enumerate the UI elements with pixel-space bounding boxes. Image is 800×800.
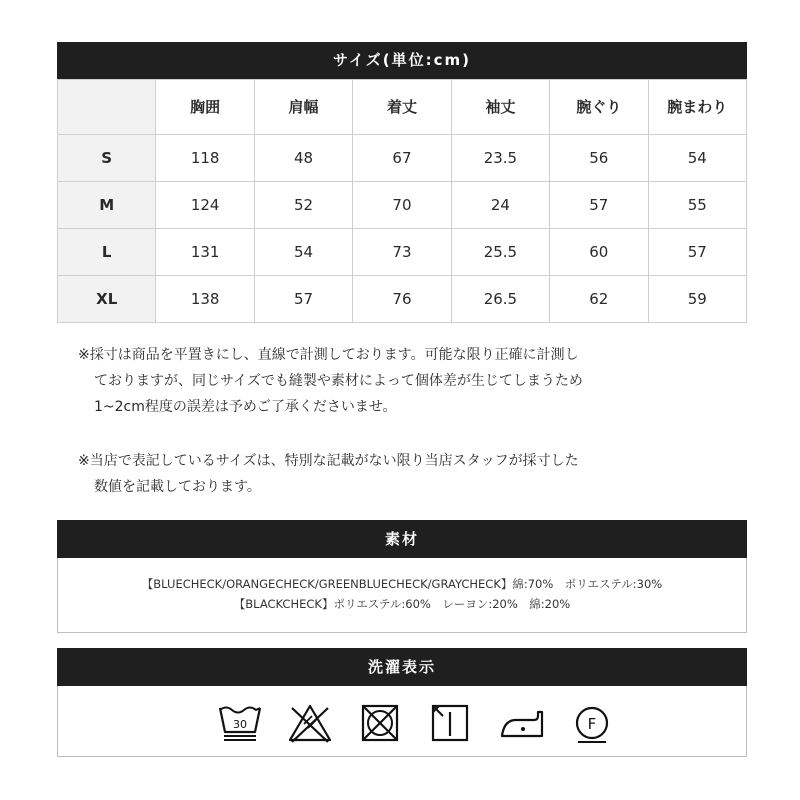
material-box xyxy=(57,558,747,633)
corner-cell xyxy=(58,80,156,135)
table-cell: 52 xyxy=(254,181,352,228)
care-icons xyxy=(58,686,746,756)
no-tumble-dry-icon xyxy=(356,702,404,744)
table-cell: 24 xyxy=(451,181,549,228)
table-cell: 60 xyxy=(550,228,648,275)
table-cell: 70 xyxy=(353,181,451,228)
table-cell: 26.5 xyxy=(451,275,549,322)
note-line: 1~2cm程度の誤差は予めご了承くださいませ。 xyxy=(94,399,397,415)
table-row xyxy=(58,134,747,181)
size-label: XL xyxy=(58,275,156,322)
care-section-title: 洗濯表示 xyxy=(57,648,747,686)
table-row xyxy=(58,181,747,228)
iron-low-icon xyxy=(496,702,548,744)
dry-clean-f-icon xyxy=(570,702,614,744)
size-label: L xyxy=(58,228,156,275)
column-header-sleeve: 袖丈 xyxy=(451,80,549,135)
size-source-note xyxy=(78,448,758,500)
column-header-length: 着丈 xyxy=(353,80,451,135)
material-line: 【BLUECHECK/ORANGECHECK/GREENBLUECHECK/GRAYCHECK】綿:70% ポリエステル:30% xyxy=(141,577,663,591)
table-cell: 138 xyxy=(156,275,254,322)
care-box xyxy=(57,686,747,757)
size-label: M xyxy=(58,181,156,228)
size-table-header-row xyxy=(58,80,747,135)
wash-30-gentle-icon xyxy=(216,702,264,744)
table-cell: 124 xyxy=(156,181,254,228)
column-header-arm-circumference: 腕まわり xyxy=(648,80,746,135)
column-header-shoulder: 肩幅 xyxy=(254,80,352,135)
note-line: ※採寸は商品を平置きにし、直線で計測しております。可能な限り正確に計測し xyxy=(78,347,579,363)
size-table xyxy=(57,79,747,323)
table-cell: 59 xyxy=(648,275,746,322)
table-cell: 131 xyxy=(156,228,254,275)
table-cell: 56 xyxy=(550,134,648,181)
note-line: ておりますが、同じサイズでも縫製や素材によって個体差が生じてしまうため xyxy=(94,373,583,389)
table-cell: 23.5 xyxy=(451,134,549,181)
table-cell: 55 xyxy=(648,181,746,228)
column-header-armhole: 腕ぐり xyxy=(550,80,648,135)
table-cell: 67 xyxy=(353,134,451,181)
wash-temp-label: 30 xyxy=(233,718,247,731)
dry-clean-letter: F xyxy=(587,715,597,733)
column-header-chest: 胸囲 xyxy=(156,80,254,135)
table-cell: 118 xyxy=(156,134,254,181)
table-cell: 54 xyxy=(254,228,352,275)
table-cell: 57 xyxy=(550,181,648,228)
size-section-title: サイズ(単位:cm) xyxy=(57,42,747,79)
table-cell: 76 xyxy=(353,275,451,322)
table-row xyxy=(58,275,747,322)
no-bleach-icon xyxy=(286,702,334,744)
table-cell: 62 xyxy=(550,275,648,322)
line-dry-shade-icon xyxy=(426,702,474,744)
table-cell: 57 xyxy=(254,275,352,322)
table-cell: 25.5 xyxy=(451,228,549,275)
measurement-note xyxy=(78,342,758,420)
material-section-title: 素材 xyxy=(57,520,747,558)
size-label: S xyxy=(58,134,156,181)
material-line: 【BLACKCHECK】ポリエステル:60% レーヨン:20% 綿:20% xyxy=(233,597,571,611)
note-line: ※当店で表記しているサイズは、特別な記載がない限り当店スタッフが採寸した xyxy=(78,453,579,469)
table-cell: 48 xyxy=(254,134,352,181)
table-row xyxy=(58,228,747,275)
note-line: 数値を記載しております。 xyxy=(94,479,261,495)
table-cell: 54 xyxy=(648,134,746,181)
table-cell: 57 xyxy=(648,228,746,275)
table-cell: 73 xyxy=(353,228,451,275)
